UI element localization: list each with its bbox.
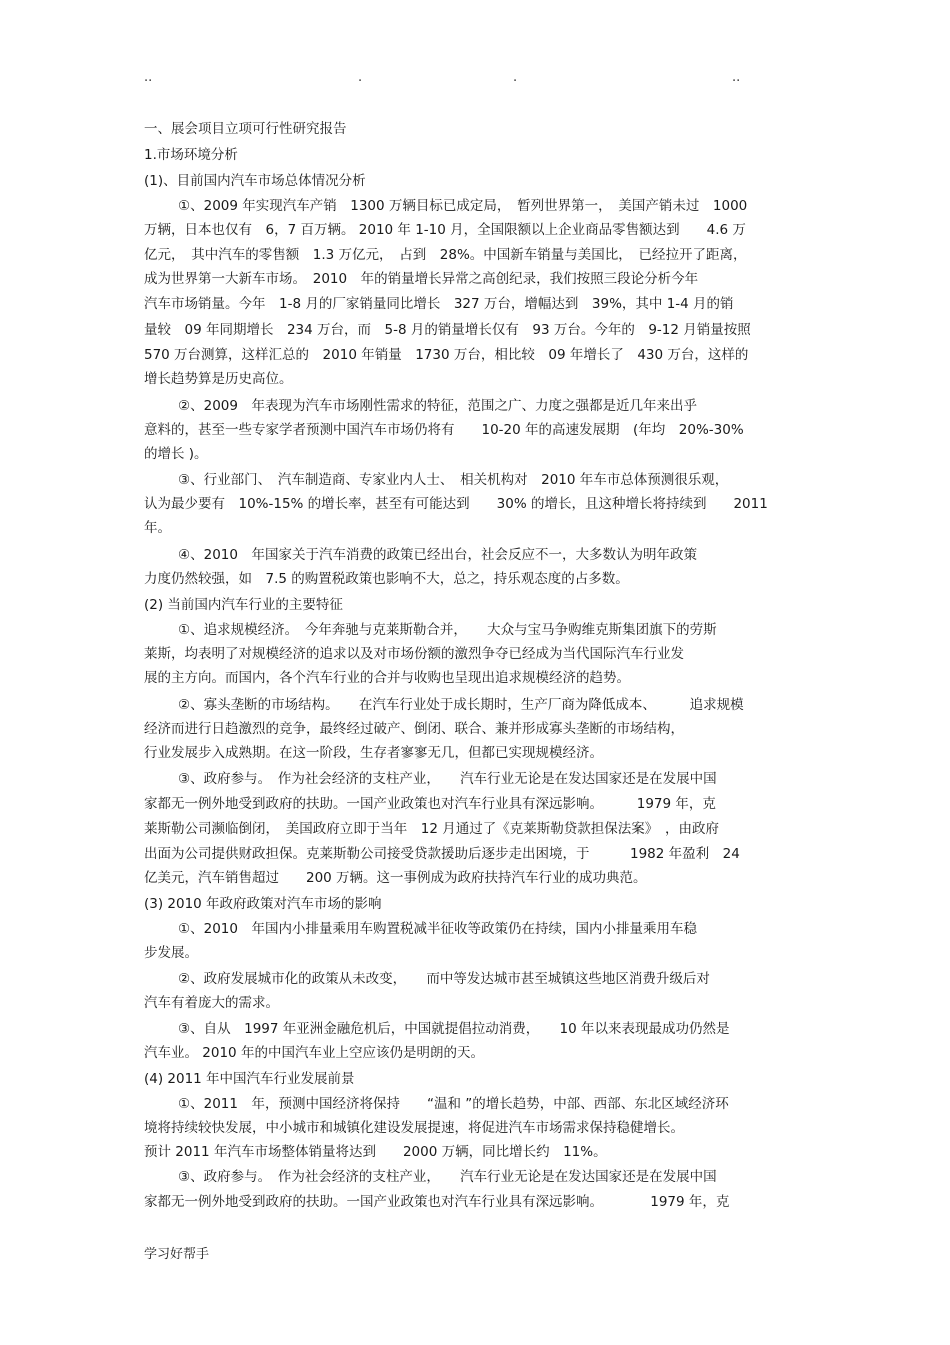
paragraph-line: 预计 2011 年汽车市场整体销量将达到 2000 万辆，同比增长约 11%。 xyxy=(144,1144,607,1160)
paragraph-line: 意料的，甚至一些专家学者预测中国汽车市场仍将有 10-20 年的高速发展期 (年均 20%-30% xyxy=(144,422,744,438)
paragraph-line: 年。 xyxy=(144,520,171,536)
paragraph-line: 家都无一例外地受到政府的扶助。一国产业政策也对汽车行业具有深远影响。 1979 年，克 xyxy=(144,796,716,812)
paragraph-line: 步发展。 xyxy=(144,945,198,961)
paragraph-line: 展的主方向。而国内，各个汽车行业的合并与收购也呈现出追求规模经济的趋势。 xyxy=(144,670,630,686)
paragraph-line: 汽车有着庞大的需求。 xyxy=(144,995,279,1011)
paragraph-line: 境将持续较快发展，中小城市和城镇化建设发展提速，将促进汽车市场需求保持稳健增长。 xyxy=(144,1120,684,1136)
paragraph-line: 成为世界第一大新车市场。 2010 年的销量增长异常之高创纪录，我们按照三段论分析今年 xyxy=(144,271,699,287)
paragraph-line: ③、政府参与。 作为社会经济的支柱产业， 汽车行业无论是在发达国家还是在发展中国 xyxy=(178,771,717,787)
header-dot: .. xyxy=(732,70,741,85)
paragraph-line: ①、2011 年，预测中国经济将保持 “温和 ”的增长趋势，中部、西部、东北区域经济环 xyxy=(178,1096,729,1112)
paragraph-line: 亿美元，汽车销售超过 200 万辆。这一事例成为政府扶持汽车行业的成功典范。 xyxy=(144,870,647,886)
section-heading: 1.市场环境分析 xyxy=(144,147,238,163)
subsection-heading: (1)、目前国内汽车市场总体情况分析 xyxy=(144,173,366,189)
subsection-heading: (4) 2011 年中国汽车行业发展前景 xyxy=(144,1071,355,1087)
paragraph-line: 认为最少要有 10%-15% 的增长率，甚至有可能达到 30% 的增长，且这种增长将持续到 2011 xyxy=(144,496,768,512)
paragraph-line: ②、政府发展城市化的政策从未改变， 而中等发达城市甚至城镇这些地区消费升级后对 xyxy=(178,971,710,987)
subsection-heading: (2) 当前国内汽车行业的主要特征 xyxy=(144,597,343,613)
paragraph-line: 增长趋势算是历史高位。 xyxy=(144,371,293,387)
document-title: 一、展会项目立项可行性研究报告 xyxy=(144,121,347,137)
paragraph-line: 万辆，日本也仅有 6，7 百万辆。 2010 年 1-10 月，全国限额以上企业商品零售额达到 4.6 万 xyxy=(144,222,746,238)
paragraph-line: 经济而进行日趋激烈的竞争，最终经过破产、倒闭、联合、兼并形成寡头垄断的市场结构， xyxy=(144,721,684,737)
paragraph-line: 汽车业。 2010 年的中国汽车业上空应该仍是明朗的天。 xyxy=(144,1045,484,1061)
paragraph-line: 汽车市场销量。今年 1-8 月的厂家销量同比增长 327 万台，增幅达到 39%，其中 1-4 月的销 xyxy=(144,296,734,312)
paragraph-line: ③、行业部门、 汽车制造商、专家业内人士、 相关机构对 2010 年车市总体预测很乐观， xyxy=(178,472,729,488)
paragraph-line: ②、寡头垄断的市场结构。 在汽车行业处于成长期时，生产厂商为降低成本、 追求规模 xyxy=(178,697,744,713)
paragraph-line: ①、2009 年实现汽车产销 1300 万辆目标已成定局， 暂列世界第一， 美国产销未过 1000 xyxy=(178,198,748,214)
page-footer: 学习好帮手 xyxy=(144,1247,210,1262)
paragraph-line: 家都无一例外地受到政府的扶助。一国产业政策也对汽车行业具有深远影响。 1979 年，克 xyxy=(144,1194,730,1210)
paragraph-line: ③、政府参与。 作为社会经济的支柱产业， 汽车行业无论是在发达国家还是在发展中国 xyxy=(178,1169,717,1185)
paragraph-line: ①、追求规模经济。 今年奔驰与克莱斯勒合并， 大众与宝马争购维克斯集团旗下的劳斯 xyxy=(178,622,717,638)
paragraph-line: ②、2009 年表现为汽车市场刚性需求的特征，范围之广、力度之强都是近几年来出乎 xyxy=(178,398,697,414)
paragraph-line: 的增长 )。 xyxy=(144,446,208,462)
paragraph-line: 亿元， 其中汽车的零售额 1.3 万亿元， 占到 28%。中国新车销量与美国比， 已经拉开了距离， xyxy=(144,247,747,263)
paragraph-line: 莱斯，均表明了对规模经济的追求以及对市场份额的激烈争夺已经成为当代国际汽车行业发 xyxy=(144,646,684,662)
paragraph-line: ①、2010 年国内小排量乘用车购置税减半征收等政策仍在持续，国内小排量乘用车稳 xyxy=(178,921,697,937)
paragraph-line: 570 万台测算，这样汇总的 2010 年销量 1730 万台，相比较 09 年增长了 430 万台，这样的 xyxy=(144,347,749,363)
header-dot: . xyxy=(513,70,518,85)
paragraph-line: ③、自从 1997 年亚洲金融危机后，中国就提倡拉动消费， 10 年以来表现最成功仍然是 xyxy=(178,1021,730,1037)
header-dot: . xyxy=(358,70,363,85)
paragraph-line: 出面为公司提供财政担保。克莱斯勒公司接受贷款援助后逐步走出困境，于 1982 年盈利 24 xyxy=(144,846,740,862)
paragraph-line: 行业发展步入成熟期。在这一阶段，生存者寥寥无几，但都已实现规模经济。 xyxy=(144,745,603,761)
subsection-heading: (3) 2010 年政府政策对汽车市场的影响 xyxy=(144,896,382,912)
header-dot: .. xyxy=(144,70,153,85)
paragraph-line: 量较 09 年同期增长 234 万台，而 5-8 月的销量增长仅有 93 万台。今年的 9-12 月销量按照 xyxy=(144,322,751,338)
paragraph-line: ④、2010 年国家关于汽车消费的政策已经出台，社会反应不一，大多数认为明年政策 xyxy=(178,547,697,563)
paragraph-line: 莱斯勒公司濒临倒闭， 美国政府立即于当年 12 月通过了《克莱斯勒贷款担保法案》 ，由政府 xyxy=(144,821,719,837)
paragraph-line: 力度仍然较强，如 7.5 的购置税政策也影响不大，总之，持乐观态度的占多数。 xyxy=(144,571,629,587)
